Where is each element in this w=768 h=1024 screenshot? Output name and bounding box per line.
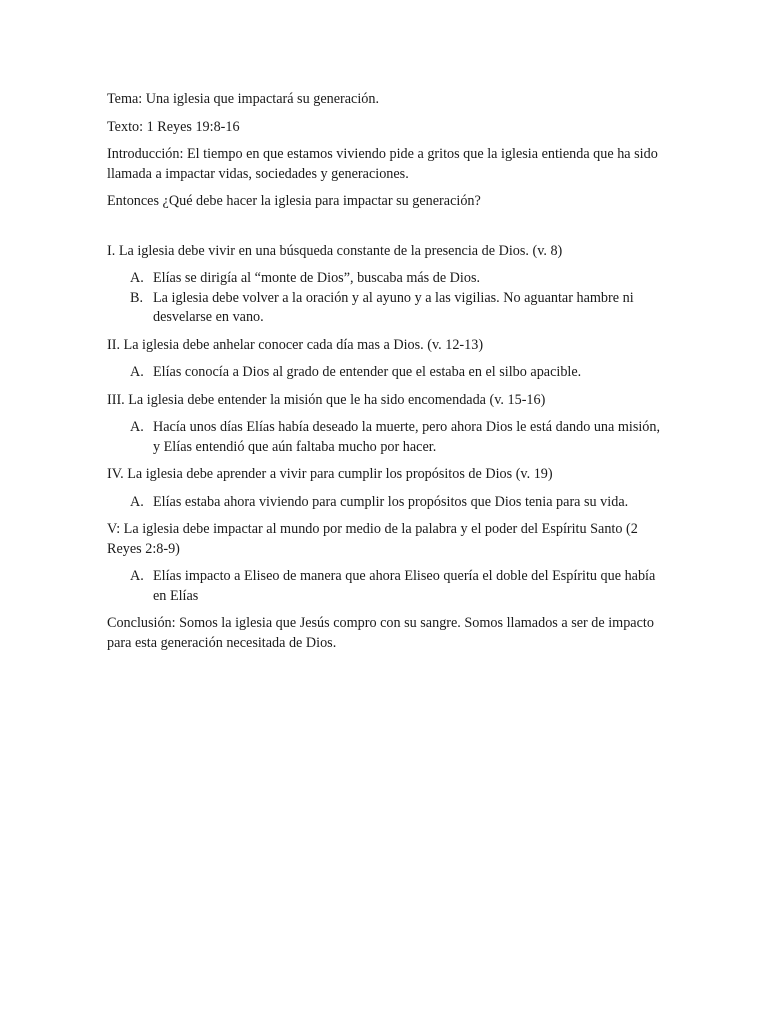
sub-point-list [107,363,667,383]
sub-point-text: La iglesia debe volver a la oración y al ayuno y a las vigilias. No aguantar hambre ni desvelarse en vano. [153,289,634,325]
point-heading: IV. La iglesia debe aprender a vivir para cumplir los propósitos de Dios (v. 19) [107,466,553,482]
sub-point-list [107,493,667,513]
sub-point-text: Hacía unos días Elías había deseado la muerte, pero ahora Dios le está dando una misión, y Elías entendió que aún faltaba mucho por hacer. [153,419,661,455]
sub-point-list [107,269,667,328]
sub-point-letter: B. [130,289,144,306]
sub-point-text: Elías impacto a Eliseo de manera que ahora Eliseo quería el doble del Espíritu que había en Elías [153,568,656,604]
sub-point-text: Elías se dirigía al “monte de Dios”, buscaba más de Dios. [153,270,481,286]
scripture-reference: Texto: 1 Reyes 19:8-16 [107,118,240,135]
introduction-paragraph: Introducción: El tiempo en que estamos viviendo pide a gritos que la iglesia entienda que ha sido llamada a impactar vidas, sociedades y generaciones. [107,146,658,182]
point-heading: III. La iglesia debe entender la misión que le ha sido encomendada (v. 15-16) [107,391,546,408]
sub-point-letter: A. [130,419,144,435]
sub-point-list [107,567,667,606]
sub-point-letter: A. [130,493,144,510]
conclusion-paragraph: Conclusión: Somos la iglesia que Jesús compro con su sangre. Somos llamados a ser de impacto para esta generación necesitada de Dios. [107,615,654,651]
sub-point-letter: A. [130,364,144,380]
sub-point [107,493,667,513]
sub-point [107,363,667,383]
sub-point-letter: A. [130,568,144,584]
sub-point-list [107,418,667,457]
sub-point [107,289,667,328]
point-heading: I. La iglesia debe vivir en una búsqueda constante de la presencia de Dios. (v. 8) [107,242,563,259]
sub-point-text: Elías estaba ahora viviendo para cumplir los propósitos que Dios tenia para su vida. [153,493,629,510]
sub-point-letter: A. [130,270,144,286]
sub-point [107,567,667,606]
sub-point [107,418,667,457]
point-heading: II. La iglesia debe anhelar conocer cada día mas a Dios. (v. 12-13) [107,336,484,353]
document-body [107,90,667,653]
sub-point-text: Elías conocía a Dios al grado de entender que el estaba en el silbo apacible. [153,364,582,380]
sermon-theme: Tema: Una iglesia que impactará su generación. [107,91,380,107]
guiding-question: Entonces ¿Qué debe hacer la iglesia para impactar su generación? [107,193,481,209]
point-heading: V: La iglesia debe impactar al mundo por medio de la palabra y el poder del Espíritu Santo (2 Reyes 2:8-9) [107,521,638,557]
sub-point [107,269,667,289]
